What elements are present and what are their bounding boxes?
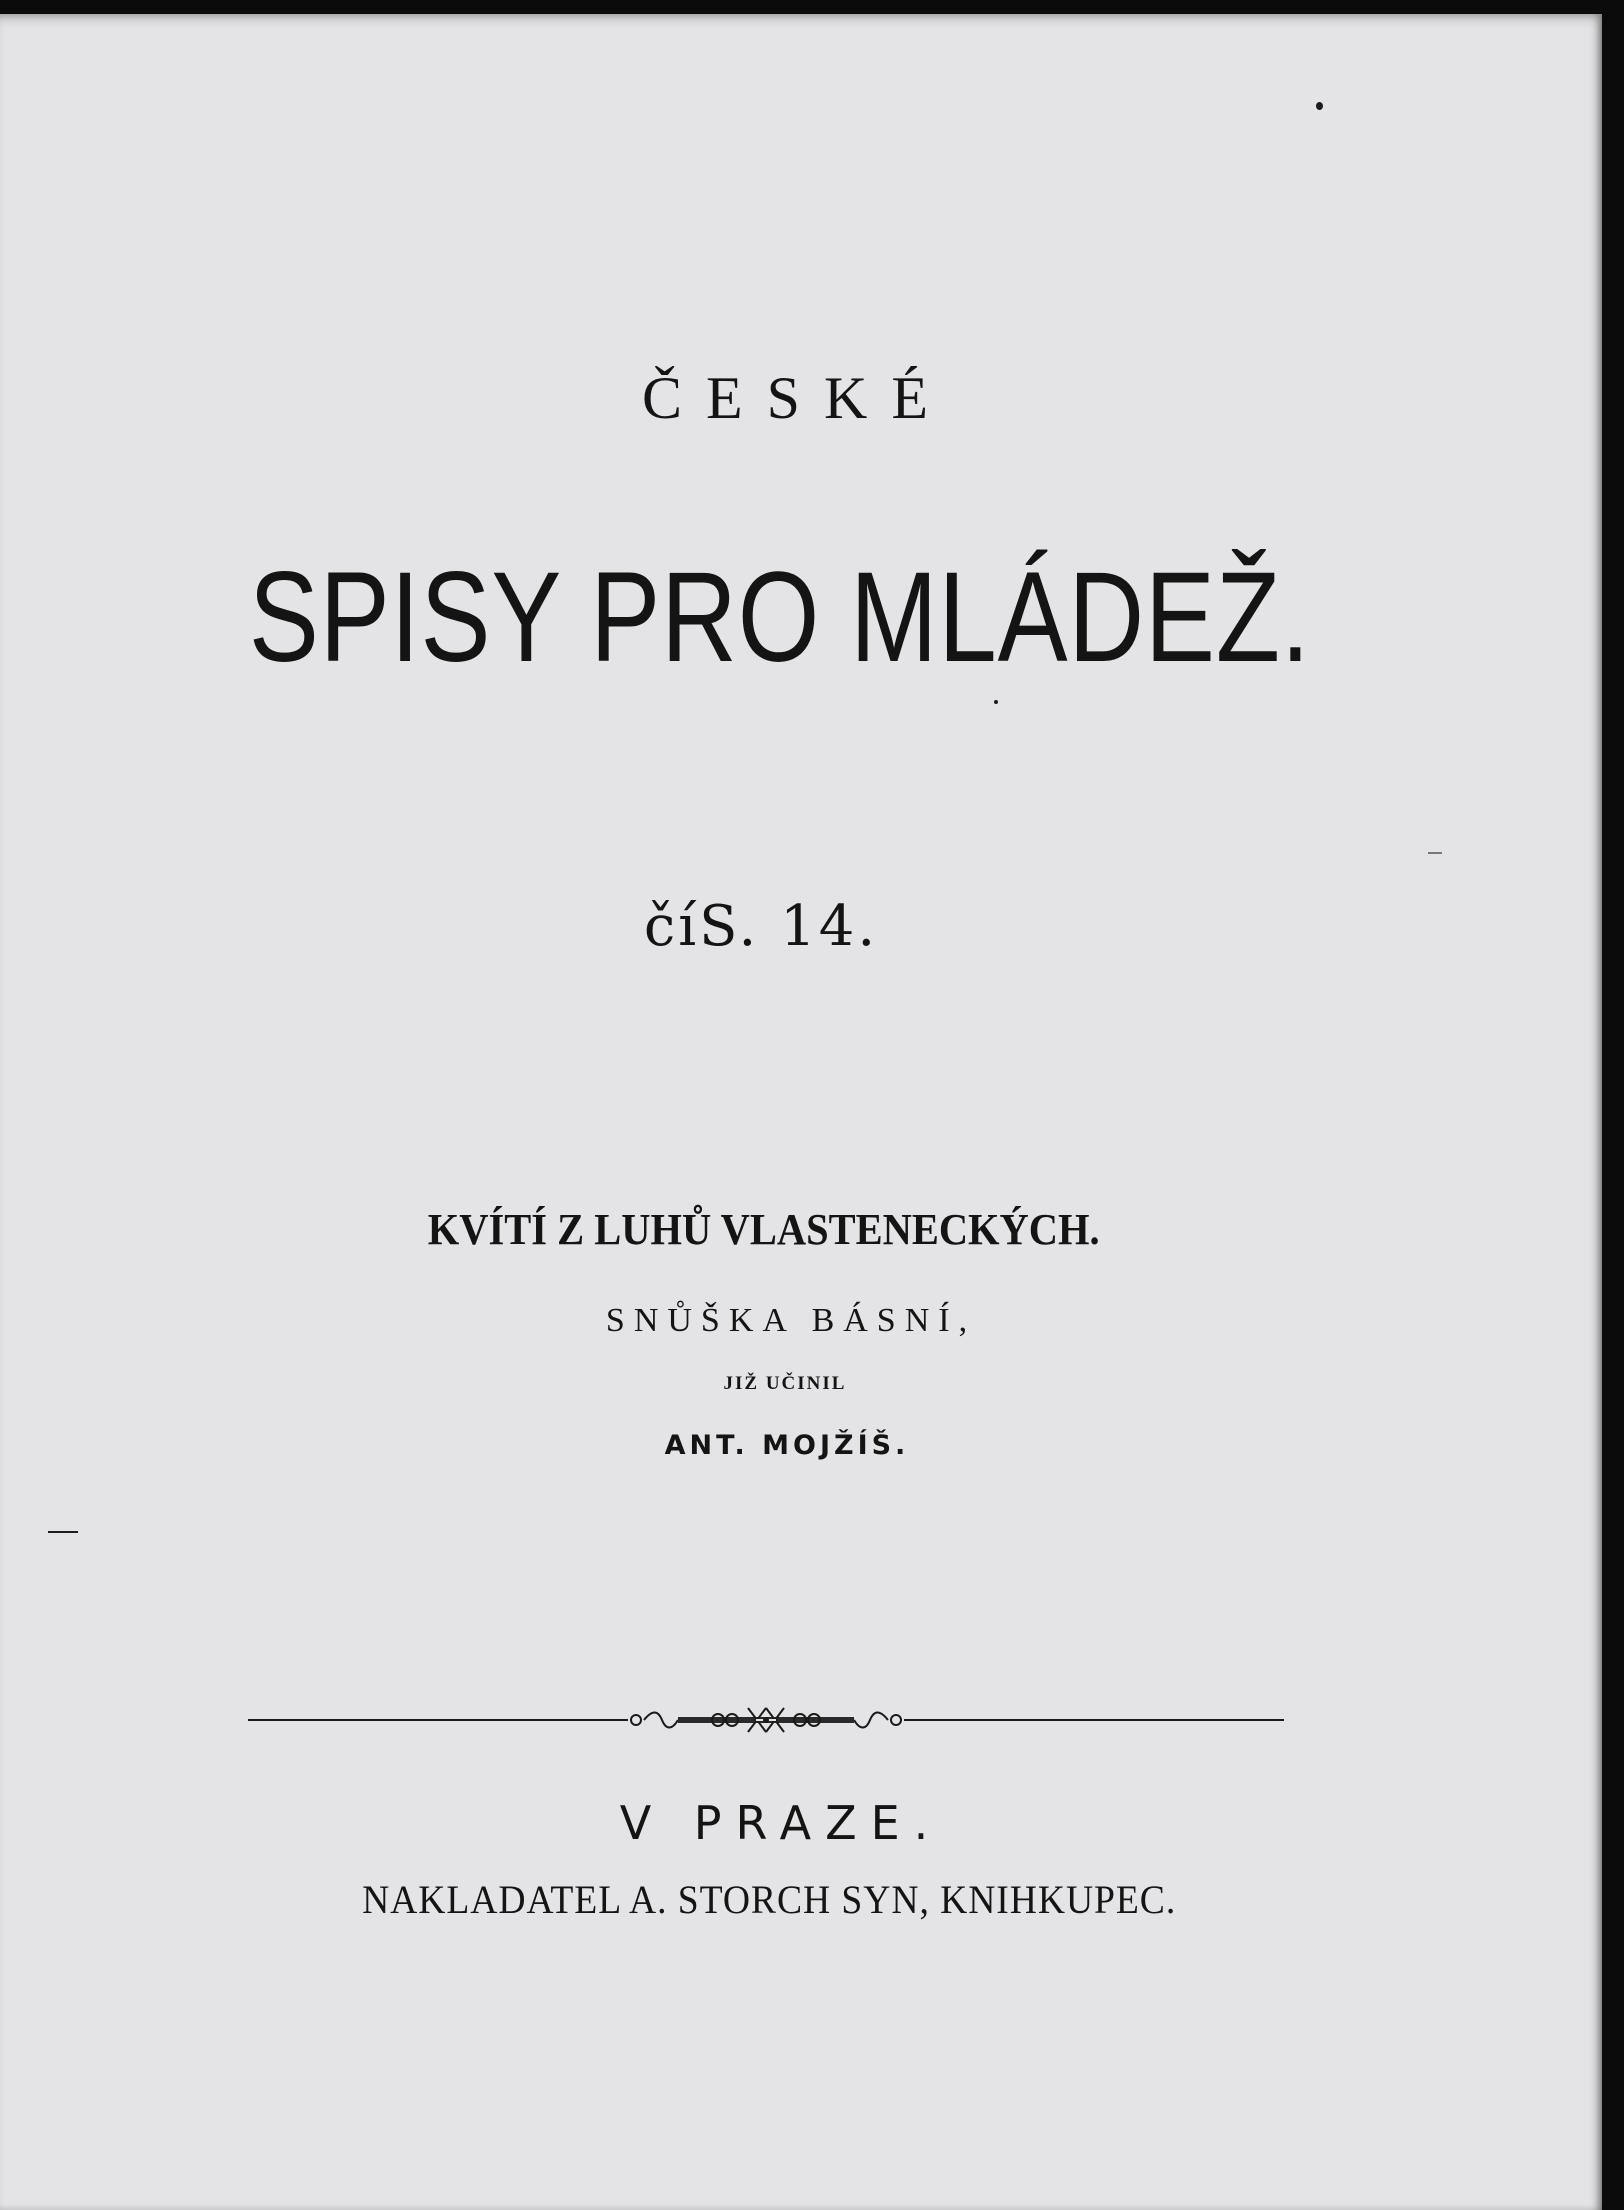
volume-number: číS. 14. — [643, 894, 879, 959]
author-intro: JIŽ UČINIL — [723, 1373, 847, 1394]
work-subtitle: SNŮŠKA BÁSNÍ, — [605, 1302, 977, 1339]
publication-place: V PRAZE. — [619, 1796, 943, 1850]
series-word: ČESKÉ — [641, 365, 953, 431]
ink-dash — [48, 1531, 78, 1533]
series-title: SPISY PRO MLÁDEŽ. — [248, 546, 1311, 689]
page-edge-shadow — [1602, 0, 1624, 2210]
publisher: NAKLADATEL A. STORCH SYN, KNIHKUPEC. — [362, 1877, 1177, 1922]
ornamental-rule — [248, 1700, 1284, 1740]
ink-speck — [994, 700, 998, 704]
ink-dash — [1428, 852, 1442, 854]
work-title: KVÍTÍ Z LUHŮ VLASTENECKÝCH. — [427, 1205, 1100, 1254]
author-name: ANT. MOJŽÍŠ. — [664, 1430, 910, 1461]
ink-speck — [1316, 102, 1323, 110]
title-page — [0, 14, 1602, 2210]
